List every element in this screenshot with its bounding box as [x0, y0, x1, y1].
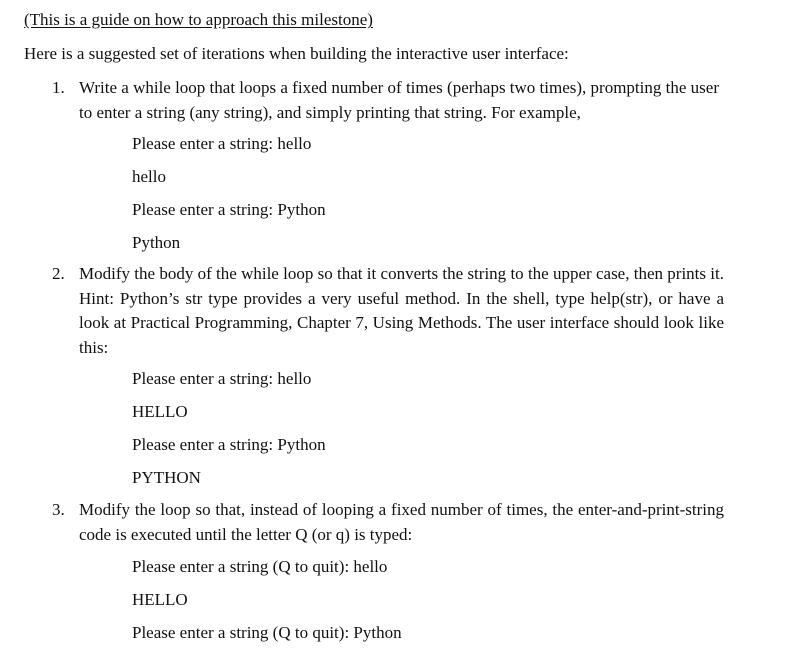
step-3-number: 3. — [52, 500, 65, 519]
step-3-example-3: Please enter a string (Q to quit): Python — [132, 623, 402, 642]
step-1-example-2: hello — [132, 167, 166, 186]
step-1-number: 1. — [52, 78, 65, 97]
step-1-example-3: Please enter a string: Python — [132, 200, 326, 219]
step-2-example-4: PYTHON — [132, 468, 201, 487]
step-3-example-1: Please enter a string (Q to quit): hello — [132, 557, 388, 576]
step-2-text: Modify the body of the while loop so that it converts the string to the upper case, then prints it. Hint: Python’s str type provides a very useful method. In the shell, type help(str), or have a look at Practical Programming, Chapter 7, Using Methods. The user interface should look like this: — [79, 264, 724, 357]
step-3-text: Modify the loop so that, instead of looping a fixed number of times, the enter-and-print-string code is executed until the letter Q (or q) is typed: — [79, 500, 724, 544]
intro-paragraph: Here is a suggested set of iterations when building the interactive user interface: — [24, 44, 569, 63]
guide-heading: (This is a guide on how to approach this milestone) — [24, 10, 373, 29]
step-1-example-4: Python — [132, 233, 181, 252]
step-2-example-3: Please enter a string: Python — [132, 435, 326, 454]
step-2-example-2: HELLO — [132, 402, 188, 421]
step-2-number: 2. — [52, 264, 65, 283]
step-1-example-1: Please enter a string: hello — [132, 134, 312, 153]
step-2-example-1: Please enter a string: hello — [132, 369, 312, 388]
step-1-text: Write a while loop that loops a fixed number of times (perhaps two times), prompting the user to enter a string (any string), and simply printing that string. For example, — [79, 78, 719, 122]
step-3-example-2: HELLO — [132, 590, 188, 609]
